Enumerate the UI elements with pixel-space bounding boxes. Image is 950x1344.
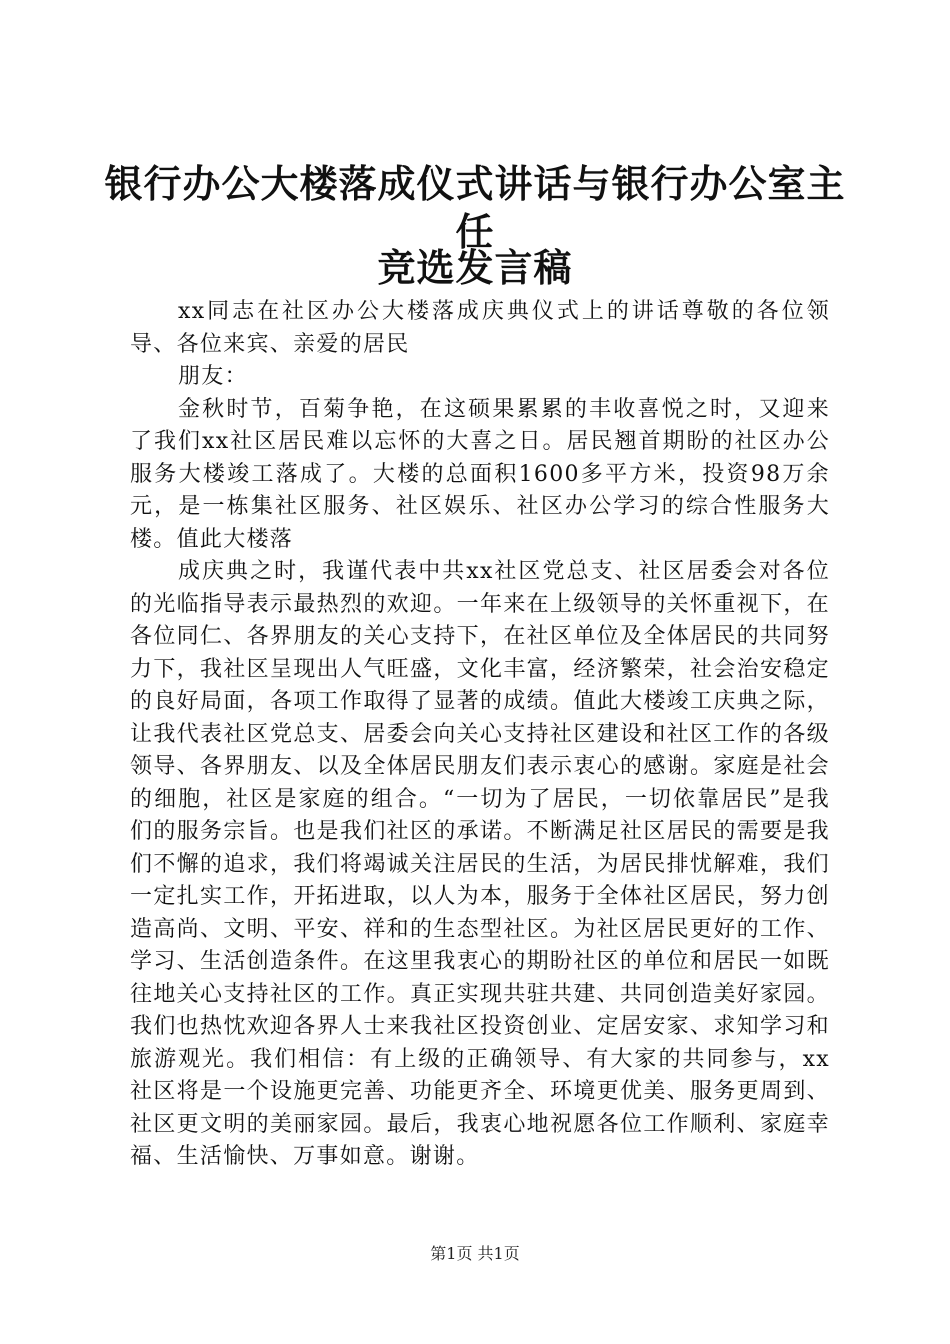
paragraph-salutation: 朋友： <box>178 364 248 389</box>
page-footer: 第1页 共1页 <box>430 1244 520 1263</box>
document-body <box>130 296 830 1174</box>
paragraph-opening: 金秋时节，百菊争艳，在这硕果累累的丰收喜悦之时，又迎来了我们xx社区居民难以忘怀的大喜之日。居民翘首期盼的社区办公服务大楼竣工落成了。大楼的总面积1600多平方米，投资98万余元，是一栋集社区服务、社区娱乐、社区办公学习的综合性服务大楼。值此大楼落 <box>130 396 830 552</box>
paragraph-intro: xx同志在社区办公大楼落成庆典仪式上的讲话尊敬的各位领导、各位来宾、亲爱的居民 <box>130 299 830 357</box>
paragraph-main: 成庆典之时，我谨代表中共xx社区党总支、社区居委会对各位的光临指导表示最热烈的欢迎。一年来在上级领导的关怀重视下，在各位同仁、各界朋友的关心支持下，在社区单位及全体居民的共同努力下，我社区呈现出人气旺盛，文化丰富，经济繁荣，社会治安稳定的良好局面，各项工作取得了显著的成绩。值此大楼竣工庆典之际，让我代表社区党总支、居委会向关心支持社区建设和社区工作的各级领导、各界朋友、以及全体居民朋友们表示衷心的感谢。家庭是社会的细胞，社区是家庭的组合。“一切为了居民，一切依靠居民”是我们的服务宗旨。也是我们社区的承诺。不断满足社区居民的需要是我们不懈的追求，我们将竭诚关注居民的生活，为居民排忧解难，我们一定扎实工作，开拓进取，以人为本，服务于全体社区居民，努力创造高尚、文明、平安、祥和的生态型社区。为社区居民更好的工作、学习、生活创造条件。在这里我衷心的期盼社区的单位和居民一如既往地关心支持社区的工作。真正实现共驻共建、共同创造美好家园。我们也热忱欢迎各界人士来我社区投资创业、定居安家、求知学习和旅游观光。我们相信：有上级的正确领导、有大家的共同参与，xx社区将是一个设施更完善、功能更齐全、环境更优美、服务更周到、社区更文明的美丽家园。最后，我衷心地祝愿各位工作顺利、家庭幸福、生活愉快、万事如意。谢谢。 <box>130 559 830 1169</box>
document-title-line-2: 竞选发言稿 <box>377 246 573 290</box>
document-title-line-1: 银行办公大楼落成仪式讲话与银行办公室主任 <box>104 162 846 254</box>
